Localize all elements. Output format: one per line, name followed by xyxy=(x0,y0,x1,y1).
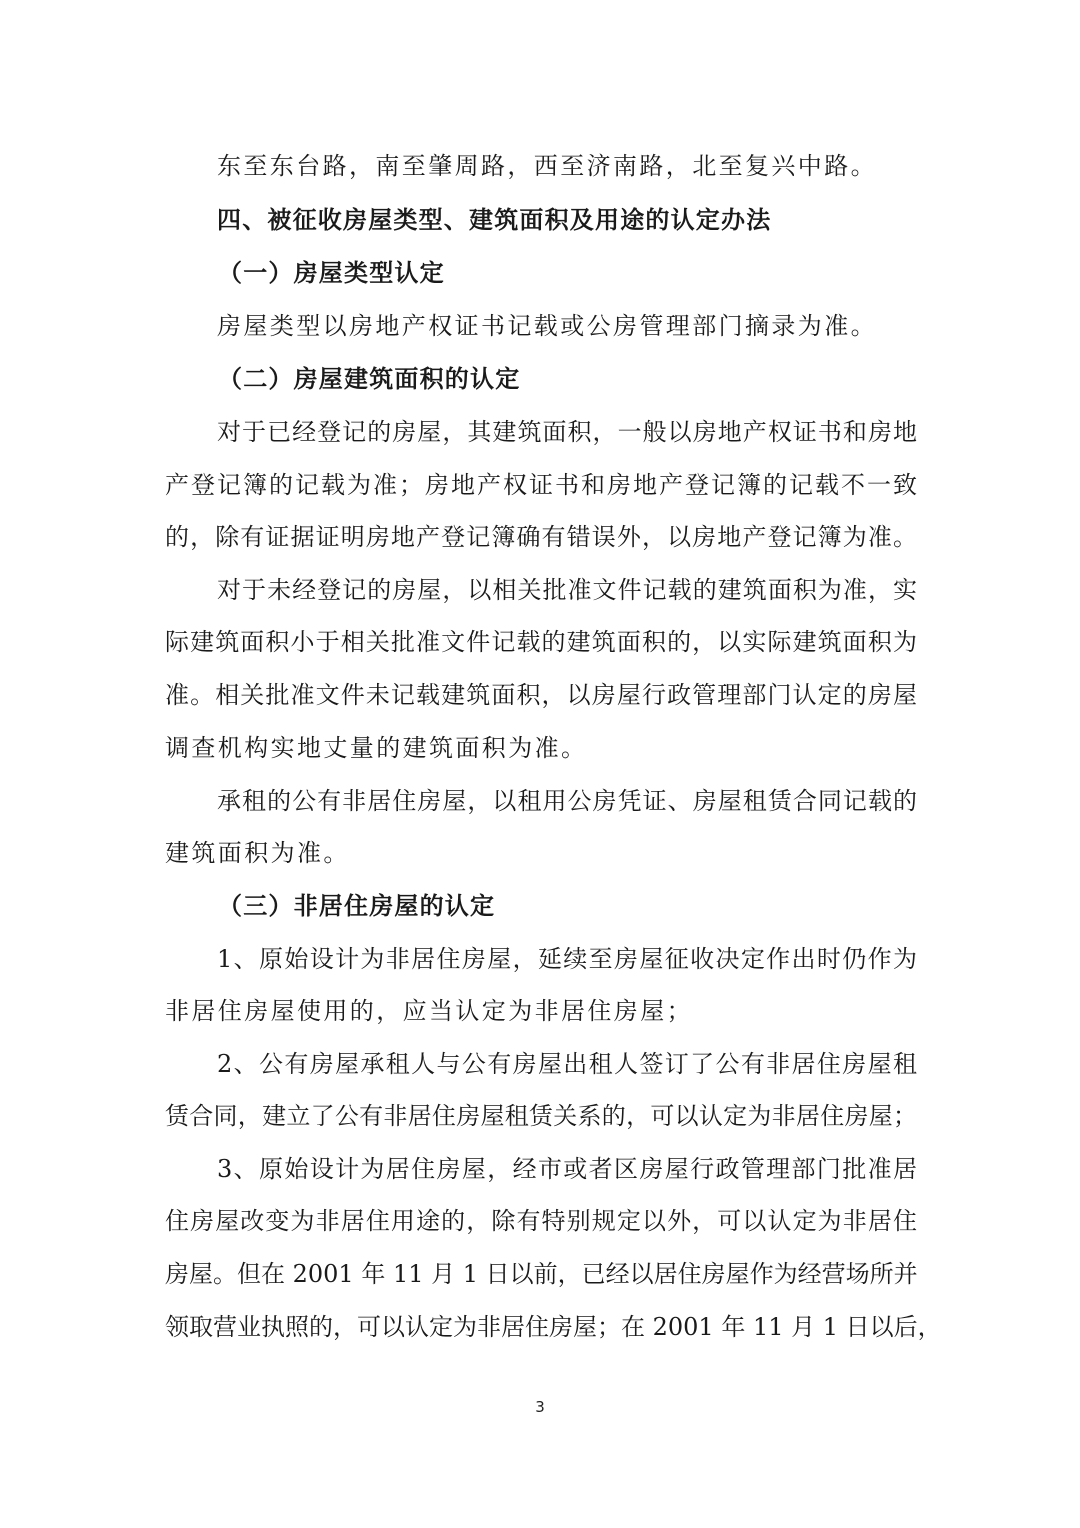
subsection-heading-2: （二）房屋建筑面积的认定 xyxy=(218,365,521,393)
paragraph-line: 对于未经登记的房屋，以相关批准文件记载的建筑面积为准，实 xyxy=(217,576,917,604)
section-heading-4: 四、被征收房屋类型、建筑面积及用途的认定办法 xyxy=(217,206,772,234)
paragraph-line: 房屋类型以房地产权证书记载或公房管理部门摘录为准。 xyxy=(217,312,877,340)
subsection-heading-1: （一）房屋类型认定 xyxy=(218,259,445,287)
paragraph-line: 建筑面积为准。 xyxy=(165,839,350,867)
paragraph-line: 承租的公有非居住房屋，以租用公房凭证、房屋租赁合同记载的 xyxy=(217,787,917,815)
paragraph-line: 领取营业执照的，可以认定为非居住房屋；在 2001 年 11 月 1 日以后， xyxy=(165,1313,942,1341)
paragraph-line: 赁合同，建立了公有非居住房屋租赁关系的，可以认定为非居住房屋； xyxy=(165,1102,917,1130)
subsection-heading-3: （三）非居住房屋的认定 xyxy=(218,892,496,920)
paragraph-line: 房屋。但在 2001 年 11 月 1 日以前，已经以居住房屋作为经营场所并 xyxy=(165,1260,918,1288)
paragraph-line: 际建筑面积小于相关批准文件记载的建筑面积的，以实际建筑面积为 xyxy=(165,628,917,656)
paragraph-line: 产登记簿的记载为准；房地产权证书和房地产登记簿的记载不一致 xyxy=(165,471,917,499)
paragraph-line: 住房屋改变为非居住用途的，除有特别规定以外，可以认定为非居住 xyxy=(165,1207,917,1235)
paragraph-line: 调查机构实地丈量的建筑面积为准。 xyxy=(165,734,588,762)
paragraph-line: 准。相关批准文件未记载建筑面积，以房屋行政管理部门认定的房屋 xyxy=(165,681,917,709)
paragraph-line: 东至东台路，南至肇周路，西至济南路，北至复兴中路。 xyxy=(217,152,877,180)
paragraph-line: 1、原始设计为非居住房屋，延续至房屋征收决定作出时仍作为 xyxy=(217,945,917,973)
paragraph-line: 2、公有房屋承租人与公有房屋出租人签订了公有非居住房屋租 xyxy=(217,1050,917,1078)
page-number: 3 xyxy=(535,1398,545,1416)
paragraph-line: 对于已经登记的房屋，其建筑面积，一般以房地产权证书和房地 xyxy=(217,418,917,446)
paragraph-line: 3、原始设计为居住房屋，经市或者区房屋行政管理部门批准居 xyxy=(217,1155,917,1183)
paragraph-line: 非居住房屋使用的，应当认定为非居住房屋； xyxy=(165,997,693,1025)
paragraph-line: 的，除有证据证明房地产登记簿确有错误外，以房地产登记簿为准。 xyxy=(165,523,917,551)
